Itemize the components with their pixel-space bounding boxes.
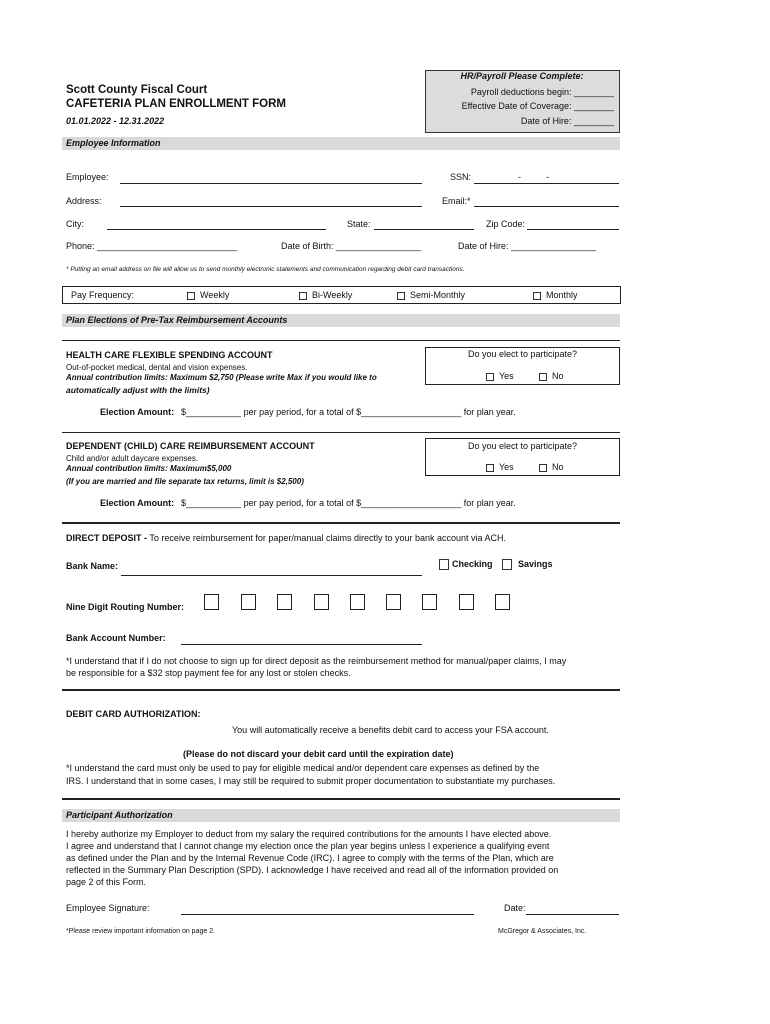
authorization-text: reflected in the Summary Plan Description (SPD). I acknowledge I have received and read all of the information provided on [66,865,559,875]
health-fsa-title: HEALTH CARE FLEXIBLE SPENDING ACCOUNT [66,350,273,360]
divider [62,798,620,800]
employee-info-header [62,137,620,150]
checkbox-icon [486,373,494,381]
phone-field[interactable]: Phone: ____________________________ [66,241,238,251]
hr-date-of-hire-field[interactable]: Date of Hire: ________ [520,116,614,126]
routing-digit-box[interactable] [386,594,401,610]
health-election-label: Election Amount: [100,407,175,417]
plan-elections-header [62,314,620,327]
dependent-elect-question: Do you elect to participate? [467,441,578,451]
routing-digit-box[interactable] [422,594,437,610]
option-label: Yes [499,371,514,381]
dependent-election-label: Election Amount: [100,498,175,508]
address-field[interactable] [120,206,422,207]
ssn-field[interactable] [474,183,619,184]
dependent-no-option[interactable] [539,462,564,472]
routing-digit-box[interactable] [241,594,256,610]
plan-elections-title: Plan Elections of Pre-Tax Reimbursement Accounts [66,315,288,325]
employee-name-field[interactable] [120,183,422,184]
checkbox-icon [397,292,405,300]
health-no-option[interactable] [539,371,564,381]
health-election-field[interactable]: $___________ per pay period, for a total of $____________________ for plan year. [181,407,516,417]
savings-option[interactable] [502,559,553,570]
authorization-text: page 2 of this Form. [66,877,147,887]
checkbox-icon [539,464,547,472]
effective-date-field[interactable]: Effective Date of Coverage: ________ [461,101,614,111]
address-label: Address: [66,196,102,206]
form-title: CAFETERIA PLAN ENROLLMENT FORM [66,98,286,110]
debit-card-note-2: IRS. I understand that in some cases, I may still be required to submit proper documentation to substantiate my purchases. [66,776,556,786]
pay-weekly-option[interactable] [187,290,229,300]
footer-company: McGregor & Associates, Inc. [498,928,587,935]
checkbox-icon [502,559,512,570]
routing-digit-box[interactable] [459,594,474,610]
dependent-yes-item[interactable] [486,462,514,472]
debit-card-auto-text: You will automatically receive a benefits debit card to access your FSA account. [232,725,549,735]
email-field[interactable] [474,206,619,207]
option-label: Yes [499,462,514,472]
signature-field[interactable] [181,914,474,915]
direct-deposit-heading [66,533,506,543]
date-of-hire-field[interactable]: Date of Hire: _________________ [458,241,597,251]
direct-deposit-desc: To receive reimbursement for paper/manual claims directly to your bank account via ACH. [149,533,507,543]
bank-name-label: Bank Name: [66,561,119,571]
email-note: * Putting an email address on file will allow us to send monthly electronic statements and communication regarding debit card transactions. [66,266,465,273]
checkbox-icon [439,559,449,570]
dependent-care-desc: Child and/or adult daycare expenses. [66,454,199,463]
city-field[interactable] [107,229,326,230]
pay-semimonthly-option[interactable] [397,290,465,300]
checkbox-icon [187,292,195,300]
city-label: City: [66,219,84,229]
divider [62,340,620,341]
employee-info-title: Employee Information [66,138,161,148]
health-fsa-desc: Out-of-pocket medical, dental and vision expenses. [66,363,248,372]
option-label: Monthly [546,290,578,300]
zip-label: Zip Code: [486,219,526,229]
signature-label: Employee Signature: [66,903,150,913]
routing-digit-box[interactable] [314,594,329,610]
option-label: Weekly [200,290,230,300]
ssn-label: SSN: [450,172,472,182]
health-fsa-limit: Annual contribution limits: Maximum $2,750 (Please write Max if you would like to [66,373,377,382]
routing-digit-box[interactable] [495,594,510,610]
divider [62,689,620,691]
ssn-dash: - [518,172,521,182]
authorization-text: I hereby authorize my Employer to deduct from my salary the required contributions for the amounts I have elected above. [66,829,552,839]
option-label: Checking [452,559,493,569]
ssn-dash: - [546,172,549,182]
dependent-care-limit-2: (If you are married and file separate tax returns, limit is $2,500) [66,477,304,486]
checkbox-icon [299,292,307,300]
option-label: No [552,462,564,472]
divider [62,522,620,524]
employee-label: Employee: [66,172,109,182]
state-field[interactable] [374,229,474,230]
direct-deposit-note-2: be responsible for a $32 stop payment fee for any lost or stolen checks. [66,668,351,678]
authorization-header [62,809,620,822]
dependent-election-field[interactable]: $___________ per pay period, for a total of $____________________ for plan year. [181,498,516,508]
signature-date-label: Date: [504,903,526,913]
direct-deposit-title: DIRECT DEPOSIT - [66,533,148,543]
routing-digit-box[interactable] [350,594,365,610]
zip-field[interactable] [527,229,619,230]
hr-box-title: HR/Payroll Please Complete: [460,71,584,81]
authorization-title: Participant Authorization [66,810,173,820]
footer-note: *Please review important information on page 2. [66,928,216,935]
option-label: Savings [518,559,553,569]
option-label: No [552,371,564,381]
debit-card-discard-note: (Please do not discard your debit card until the expiration date) [183,749,454,759]
bank-name-field[interactable] [121,575,422,576]
health-fsa-limit-2: automatically adjust with the limits) [66,385,210,395]
checkbox-icon [486,464,494,472]
dob-field[interactable]: Date of Birth: _________________ [281,241,422,251]
signature-date-field[interactable] [526,914,619,915]
routing-digit-box[interactable] [204,594,219,610]
debit-card-title: DEBIT CARD AUTHORIZATION: [66,709,201,719]
state-label: State: [347,219,371,229]
checking-option[interactable] [439,559,493,570]
dependent-care-title: DEPENDENT (CHILD) CARE REIMBURSEMENT ACCOUNT [66,441,315,451]
divider [62,432,620,433]
direct-deposit-note: *I understand that if I do not choose to sign up for direct deposit as the reimbursement method for manual/paper claims, I may [66,656,567,666]
org-name: Scott County Fiscal Court [66,84,208,96]
email-label: Email:* [442,196,471,206]
option-label: Semi-Monthly [410,290,466,300]
dependent-care-limit: Annual contribution limits: Maximum$5,000 [66,464,232,473]
payroll-begin-field[interactable]: Payroll deductions begin: ________ [470,87,614,97]
pay-frequency-label: Pay Frequency: [71,290,135,300]
routing-label: Nine Digit Routing Number: [66,602,184,612]
option-label: Bi-Weekly [312,290,353,300]
health-yes-option[interactable] [486,371,514,381]
debit-card-note: *I understand the card must only be used to pay for eligible medical and/or dependent care expenses as defined by the [66,763,540,773]
routing-digit-box[interactable] [277,594,292,610]
pay-biweekly-option[interactable] [299,290,352,300]
authorization-text: I agree and understand that I cannot change my election once the plan year begins unless I experience a qualifying event [66,841,550,851]
checkbox-icon [539,373,547,381]
checkbox-icon [533,292,541,300]
account-number-label: Bank Account Number: [66,633,166,643]
authorization-text: as defined under the Plan and by the Internal Revenue Code (IRC). I agree to comply with the terms of the Plan, which are [66,853,554,863]
date-range: 01.01.2022 - 12.31.2022 [66,116,165,126]
account-number-field[interactable] [181,644,422,645]
pay-monthly-option[interactable] [533,290,578,300]
health-elect-question: Do you elect to participate? [467,349,578,359]
